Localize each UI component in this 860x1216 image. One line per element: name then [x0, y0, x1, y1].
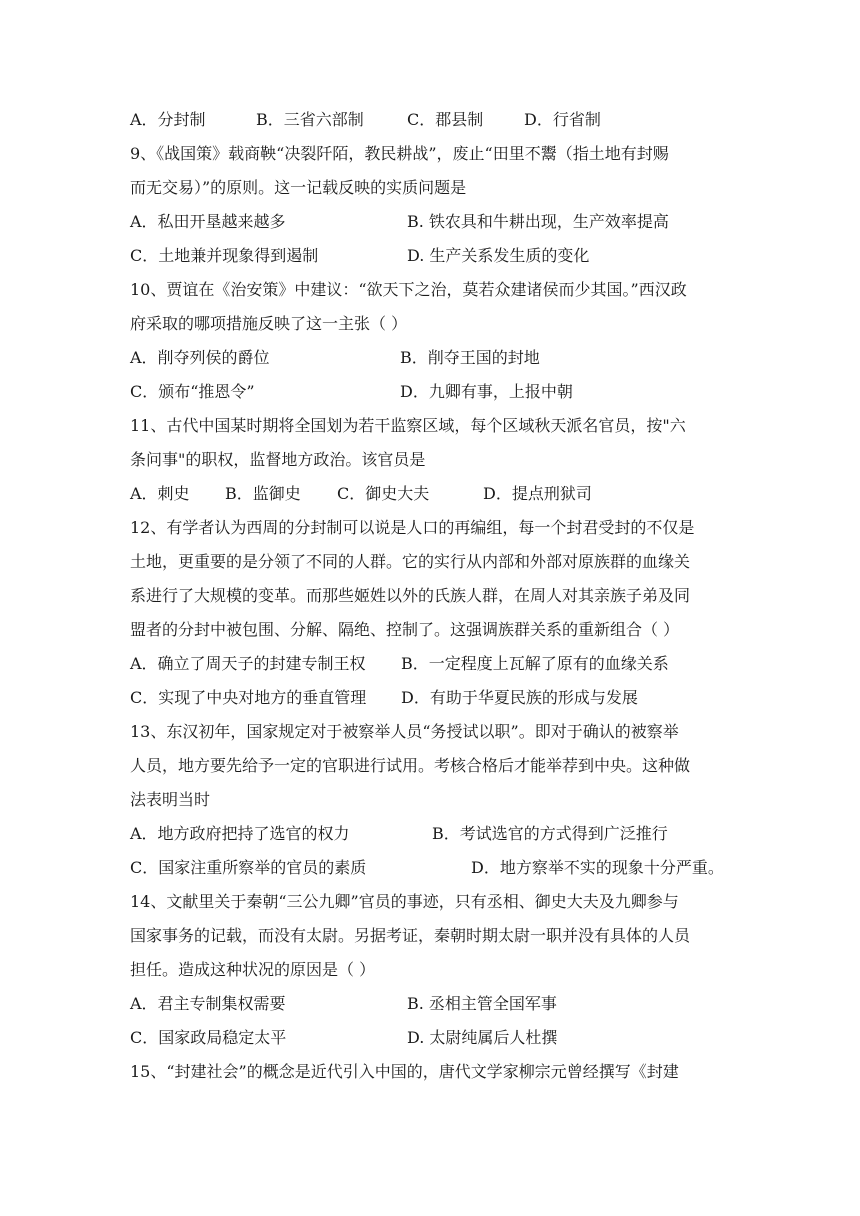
question-13-text: 13、东汉初年，国家规定对于被察举人员“务授试以职”。即对于确认的被察举	[130, 722, 679, 741]
question-9-text-cont: 而无交易）”的原则。这一记载反映的实质问题是	[130, 178, 467, 197]
option-b: B．监御史	[225, 484, 301, 503]
question-11-text-cont: 条问事"的职权，监督地方政治。该官员是	[130, 450, 426, 469]
option-d: D．提点刑狱司	[483, 484, 592, 503]
option-c: C．实现了中央对地方的垂直管理	[130, 688, 367, 707]
question-12-text-cont: 土地，更重要的是分领了不同的人群。它的实行从内部和外部对原族群的血缘关	[130, 552, 691, 571]
option-a: A．地方政府把持了选官的权力	[130, 824, 350, 843]
question-12-text-cont: 盟者的分封中被包围、分解、隔绝、控制了。这强调族群关系的重新组合（ ）	[130, 620, 680, 639]
question-14-text-cont: 国家事务的记载，而没有太尉。另据考证，秦朝时期太尉一职并没有具体的人员	[130, 926, 691, 945]
option-a: A．刺史	[130, 484, 190, 503]
option-b: B．削夺王国的封地	[400, 348, 540, 367]
option-b: B. 丞相主管全国军事	[407, 994, 557, 1013]
option-a: A．私田开垦越来越多	[130, 212, 286, 231]
question-13-text-cont: 法表明当时	[130, 790, 211, 809]
option-a: A．确立了周天子的封建专制王权	[130, 654, 366, 673]
question-9-text: 9、《战国策》载商鞅“决裂阡陌，教民耕战”，废止“田里不鬻（指土地有封赐	[130, 144, 669, 163]
option-a: A．君主专制集权需要	[130, 994, 286, 1013]
option-b: B．一定程度上瓦解了原有的血缘关系	[401, 654, 669, 673]
option-d: D．有助于华夏民族的形成与发展	[401, 688, 638, 707]
question-10-text: 10、贾谊在《治安策》中建议：“欲天下之治，莫若众建诸侯而少其国。”西汉政	[130, 280, 687, 299]
question-12-text-cont: 系进行了大规模的变革。而那些姬姓以外的氏族人群，在周人对其亲族子弟及同	[130, 586, 691, 605]
question-12-text: 12、有学者认为西周的分封制可以说是人口的再编组，每一个封君受封的不仅是	[130, 518, 695, 537]
option-d: D. 太尉纯属后人杜撰	[407, 1028, 558, 1047]
option-c: C．御史大夫	[337, 484, 430, 503]
question-11-text: 11、古代中国某时期将全国划为若干监察区域，每个区域秋天派名官员，按"六	[130, 416, 686, 435]
option-a: A．削夺列侯的爵位	[130, 348, 270, 367]
option-d: D．地方察举不实的现象十分严重。	[471, 858, 724, 877]
option-c: C．郡县制	[407, 110, 484, 129]
option-c: C．国家注重所察举的官员的素质	[130, 858, 367, 877]
question-13-text-cont: 人员，地方要先给予一定的官职进行试用。考核合格后才能举荐到中央。这种做	[130, 756, 691, 775]
option-c: C．颁布“推恩令”	[130, 382, 255, 401]
option-c: C．国家政局稳定太平	[130, 1028, 287, 1047]
question-10-text-cont: 府采取的哪项措施反映了这一主张（ ）	[130, 314, 408, 333]
question-14-text-cont: 担任。造成这种状况的原因是（ ）	[130, 960, 376, 979]
option-b: B．三省六部制	[256, 110, 364, 129]
option-a: A．分封制	[130, 110, 206, 129]
option-d: D．行省制	[524, 110, 601, 129]
question-14-text: 14、文献里关于秦朝“三公九卿”官员的事迹，只有丞相、御史大夫及九卿参与	[130, 892, 679, 911]
option-b: B. 铁农具和牛耕出现，生产效率提高	[407, 212, 669, 231]
option-d: D. 生产关系发生质的变化	[407, 246, 590, 265]
question-15-text: 15、“封建社会”的概念是近代引入中国的，唐代文学家柳宗元曾经撰写《封建	[130, 1062, 679, 1081]
option-b: B．考试选官的方式得到广泛推行	[432, 824, 668, 843]
option-c: C．土地兼并现象得到遏制	[130, 246, 319, 265]
option-d: D．九卿有事，上报中朝	[400, 382, 573, 401]
